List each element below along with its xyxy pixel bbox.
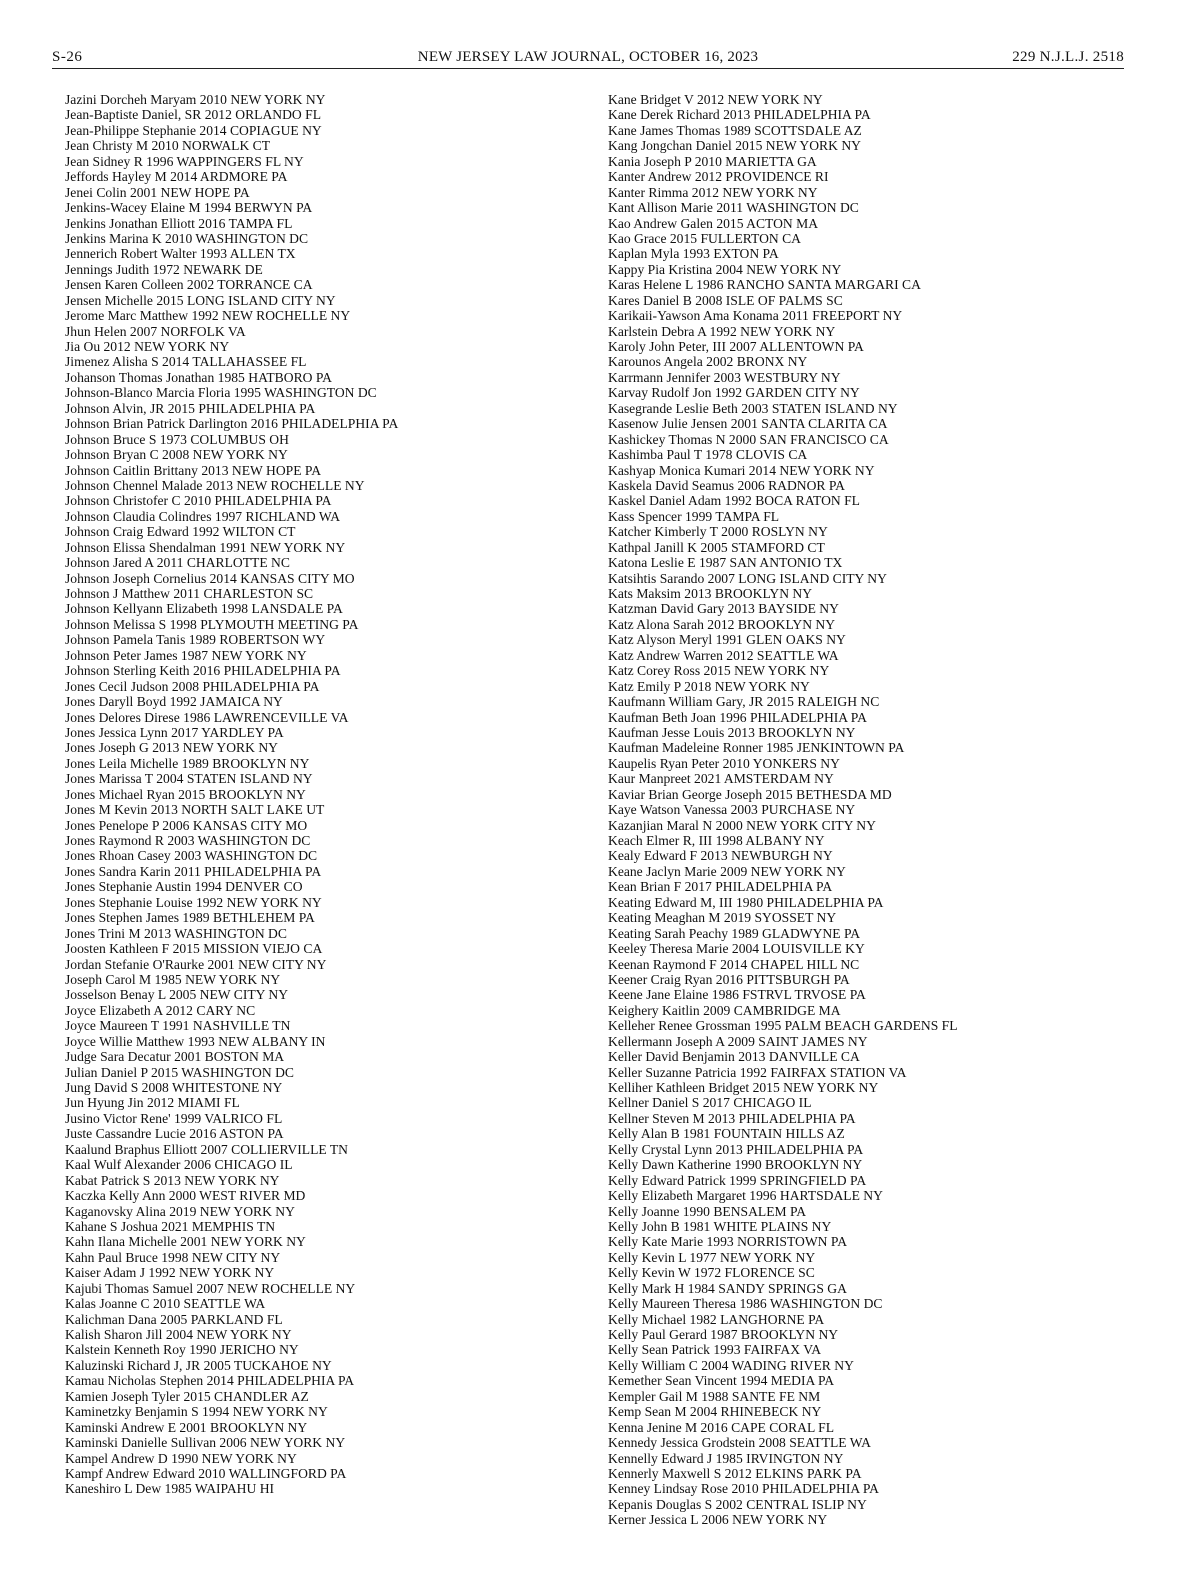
directory-entry: Jones Penelope P 2006 KANSAS CITY MO <box>65 817 308 833</box>
directory-entry: Kamau Nicholas Stephen 2014 PHILADELPHIA PA <box>65 1373 355 1389</box>
directory-entry: Jennings Judith 1972 NEWARK DE <box>65 261 263 277</box>
directory-entry: Kaskela David Seamus 2006 RADNOR PA <box>608 477 846 493</box>
directory-entry: Kant Allison Marie 2011 WASHINGTON DC <box>608 200 859 216</box>
directory-entry: Jung David S 2008 WHITESTONE NY <box>65 1080 283 1095</box>
directory-entry: Kaalund Braphus Elliott 2007 COLLIERVILLE TN <box>65 1141 348 1157</box>
directory-entry: Jenkins Jonathan Elliott 2016 TAMPA FL <box>65 215 293 231</box>
directory-entry: Kahn Ilana Michelle 2001 NEW YORK NY <box>65 1234 306 1250</box>
directory-entry: Jhun Helen 2007 NORFOLK VA <box>65 323 246 339</box>
directory-entry: Kaminski Andrew E 2001 BROOKLYN NY <box>65 1419 308 1435</box>
directory-entry: Johnson Peter James 1987 NEW YORK NY <box>65 647 307 663</box>
directory-entry: Jensen Michelle 2015 LONG ISLAND CITY NY <box>65 292 336 308</box>
directory-entry: Kaufmann William Gary, JR 2015 RALEIGH NC <box>608 694 880 710</box>
directory-entry: Johnson Brian Patrick Darlington 2016 PHILADELPHIA PA <box>65 416 399 432</box>
directory-entry: Katz Emily P 2018 NEW YORK NY <box>608 678 810 694</box>
directory-entry: Kelly Elizabeth Margaret 1996 HARTSDALE NY <box>608 1188 883 1204</box>
directory-entry: Kelly Dawn Katherine 1990 BROOKLYN NY <box>608 1157 863 1173</box>
directory-entry: Kane Derek Richard 2013 PHILADELPHIA PA <box>608 107 871 123</box>
directory-entry: Kealy Edward F 2013 NEWBURGH NY <box>608 848 833 864</box>
directory-entry: Joseph Carol M 1985 NEW YORK NY <box>65 971 281 987</box>
page-label: S-26 <box>52 49 83 65</box>
right-column <box>608 92 1128 1528</box>
directory-entry: Kalstein Kenneth Roy 1990 JERICHO NY <box>65 1342 299 1358</box>
directory-entry: Juste Cassandre Lucie 2016 ASTON PA <box>65 1126 284 1142</box>
directory-entry: Jones Stephen James 1989 BETHLEHEM PA <box>65 910 315 926</box>
directory-entry: Kaskel Daniel Adam 1992 BOCA RATON FL <box>608 493 860 509</box>
directory-entry: Katona Leslie E 1987 SAN ANTONIO TX <box>608 555 843 571</box>
directory-entry: Jones Jessica Lynn 2017 YARDLEY PA <box>65 724 284 740</box>
directory-entry: Kaplan Myla 1993 EXTON PA <box>608 246 779 262</box>
directory-entry: Johnson Pamela Tanis 1989 ROBERTSON WY <box>65 632 326 648</box>
directory-entry: Kelly Mark H 1984 SANDY SPRINGS GA <box>608 1280 847 1296</box>
directory-entry: Kellner Daniel S 2017 CHICAGO IL <box>608 1095 812 1111</box>
directory-entry: Jones M Kevin 2013 NORTH SALT LAKE UT <box>65 802 325 818</box>
directory-entry: Keach Elmer R, III 1998 ALBANY NY <box>608 833 825 848</box>
directory-entry: Kass Spencer 1999 TAMPA FL <box>608 508 780 524</box>
directory-entry: Kane Bridget V 2012 NEW YORK NY <box>608 92 823 107</box>
directory-entry: Kelly Maureen Theresa 1986 WASHINGTON DC <box>608 1296 883 1312</box>
directory-entry: Keeley Theresa Marie 2004 LOUISVILLE KY <box>608 941 865 957</box>
directory-entry: Katsihtis Sarando 2007 LONG ISLAND CITY NY <box>608 570 887 586</box>
directory-entry: Karlstein Debra A 1992 NEW YORK NY <box>608 323 836 339</box>
directory-entry: Katcher Kimberly T 2000 ROSLYN NY <box>608 524 828 540</box>
directory-entry: Joyce Maureen T 1991 NASHVILLE TN <box>65 1018 291 1034</box>
directory-entry: Keating Meaghan M 2019 SYOSSET NY <box>608 910 837 926</box>
directory-entry: Johnson-Blanco Marcia Floria 1995 WASHINGTON DC <box>65 385 377 401</box>
directory-entry: Jones Leila Michelle 1989 BROOKLYN NY <box>65 755 310 771</box>
directory-entry: Kelly Crystal Lynn 2013 PHILADELPHIA PA <box>608 1141 864 1157</box>
directory-entry: Kashyap Monica Kumari 2014 NEW YORK NY <box>608 462 875 478</box>
directory-entry: Kelly Kate Marie 1993 NORRISTOWN PA <box>608 1234 848 1250</box>
directory-entry: Keane Jaclyn Marie 2009 NEW YORK NY <box>608 863 846 879</box>
directory-entry: Kelly Kevin W 1972 FLORENCE SC <box>608 1265 815 1281</box>
directory-entry: Karrmann Jennifer 2003 WESTBURY NY <box>608 369 841 385</box>
directory-entry: Kelly Joanne 1990 BENSALEM PA <box>608 1203 807 1219</box>
directory-entry: Kaal Wulf Alexander 2006 CHICAGO IL <box>65 1157 293 1173</box>
directory-entry: Johnson Craig Edward 1992 WILTON CT <box>65 524 296 540</box>
directory-entry: Keller David Benjamin 2013 DANVILLE CA <box>608 1049 860 1065</box>
directory-entry: Johnson Caitlin Brittany 2013 NEW HOPE PA <box>65 462 322 478</box>
directory-entry: Kaminetzky Benjamin S 1994 NEW YORK NY <box>65 1404 328 1420</box>
directory-entry: Jean-Philippe Stephanie 2014 COPIAGUE NY <box>65 122 322 138</box>
directory-entry: Karas Helene L 1986 RANCHO SANTA MARGARI CA <box>608 277 921 293</box>
directory-entry: Kaufman Madeleine Ronner 1985 JENKINTOWN PA <box>608 740 905 756</box>
directory-entry: Kelly Kevin L 1977 NEW YORK NY <box>608 1249 816 1265</box>
directory-entry: Johnson Melissa S 1998 PLYMOUTH MEETING PA <box>65 616 359 632</box>
directory-entry: Kaiser Adam J 1992 NEW YORK NY <box>65 1265 275 1281</box>
directory-entry: Johnson Christofer C 2010 PHILADELPHIA PA <box>65 493 332 509</box>
directory-entry: Jazini Dorcheh Maryam 2010 NEW YORK NY <box>65 92 326 107</box>
directory-entry: Kennedy Jessica Grodstein 2008 SEATTLE WA <box>608 1435 871 1451</box>
directory-entry: Jones Rhoan Casey 2003 WASHINGTON DC <box>65 848 318 864</box>
directory-entry: Johnson Kellyann Elizabeth 1998 LANSDALE PA <box>65 601 343 617</box>
directory-entry: Kempler Gail M 1988 SANTE FE NM <box>608 1388 821 1404</box>
directory-entry: Jones Trini M 2013 WASHINGTON DC <box>65 925 287 941</box>
directory-entry: Kelly Alan B 1981 FOUNTAIN HILLS AZ <box>608 1126 845 1142</box>
directory-entry: Joyce Elizabeth A 2012 CARY NC <box>65 1002 256 1018</box>
directory-entry: Kennerly Maxwell S 2012 ELKINS PARK PA <box>608 1465 862 1481</box>
directory-entry: Johnson Jared A 2011 CHARLOTTE NC <box>65 555 290 571</box>
directory-entry: Jeffords Hayley M 2014 ARDMORE PA <box>65 169 288 185</box>
directory-entry: Kane James Thomas 1989 SCOTTSDALE AZ <box>608 122 862 138</box>
directory-entry: Kashimba Paul T 1978 CLOVIS CA <box>608 447 808 463</box>
directory-entry: Kashickey Thomas N 2000 SAN FRANCISCO CA <box>608 431 889 447</box>
directory-entry: Jean Christy M 2010 NORWALK CT <box>65 138 271 154</box>
directory-entry: Keenan Raymond F 2014 CHAPEL HILL NC <box>608 956 860 972</box>
directory-entry: Jones Sandra Karin 2011 PHILADELPHIA PA <box>65 863 322 879</box>
directory-entry: Kellner Steven M 2013 PHILADELPHIA PA <box>608 1110 856 1126</box>
directory-entry: Johnson Bruce S 1973 COLUMBUS OH <box>65 431 289 447</box>
directory-entry: Kaneshiro L Dew 1985 WAIPAHU HI <box>65 1481 275 1497</box>
directory-entry: Kellermann Joseph A 2009 SAINT JAMES NY <box>608 1033 868 1049</box>
directory-entry: Katzman David Gary 2013 BAYSIDE NY <box>608 601 839 617</box>
directory-entry: Kaur Manpreet 2021 AMSTERDAM NY <box>608 771 834 787</box>
directory-entry: Jones Daryll Boyd 1992 JAMAICA NY <box>65 694 283 710</box>
directory-entry: Kaye Watson Vanessa 2003 PURCHASE NY <box>608 802 856 818</box>
directory-entry: Kenna Jenine M 2016 CAPE CORAL FL <box>608 1419 835 1435</box>
directory-entry: Kasegrande Leslie Beth 2003 STATEN ISLAND NY <box>608 400 898 416</box>
directory-entry: Kampf Andrew Edward 2010 WALLINGFORD PA <box>65 1465 347 1481</box>
directory-entry: Kania Joseph P 2010 MARIETTA GA <box>608 153 817 169</box>
directory-entry: Jean Sidney R 1996 WAPPINGERS FL NY <box>65 153 304 169</box>
directory-entry: Johnson Chennel Malade 2013 NEW ROCHELLE NY <box>65 477 365 493</box>
directory-entry: Johanson Thomas Jonathan 1985 HATBORO PA <box>65 369 332 385</box>
directory-entry: Katz Andrew Warren 2012 SEATTLE WA <box>608 647 839 663</box>
directory-entry: Keene Jane Elaine 1986 FSTRVL TRVOSE PA <box>608 987 866 1003</box>
directory-entry: Jones Stephanie Austin 1994 DENVER CO <box>65 879 303 895</box>
directory-entry: Katz Corey Ross 2015 NEW YORK NY <box>608 663 830 679</box>
directory-entry: Joosten Kathleen F 2015 MISSION VIEJO CA <box>65 941 323 957</box>
directory-entry: Kelly William C 2004 WADING RIVER NY <box>608 1357 854 1373</box>
directory-entry: Kang Jongchan Daniel 2015 NEW YORK NY <box>608 138 861 154</box>
directory-entry: Jia Ou 2012 NEW YORK NY <box>65 339 230 354</box>
directory-entry: Keating Sarah Peachy 1989 GLADWYNE PA <box>608 925 861 941</box>
directory-entry: Kao Andrew Galen 2015 ACTON MA <box>608 215 819 231</box>
directory-entry: Johnson Claudia Colindres 1997 RICHLAND WA <box>65 508 341 524</box>
directory-entry: Jimenez Alisha S 2014 TALLAHASSEE FL <box>65 354 307 370</box>
directory-entry: Kaufman Jesse Louis 2013 BROOKLYN NY <box>608 724 856 740</box>
directory-entry: Kennelly Edward J 1985 IRVINGTON NY <box>608 1450 844 1466</box>
directory-entry: Kanter Andrew 2012 PROVIDENCE RI <box>608 169 829 185</box>
publication-title: NEW JERSEY LAW JOURNAL, OCTOBER 16, 2023 <box>417 49 759 65</box>
directory-entry: Kaczka Kelly Ann 2000 WEST RIVER MD <box>65 1188 306 1204</box>
directory-entry: Keener Craig Ryan 2016 PITTSBURGH PA <box>608 971 850 987</box>
directory-entry: Kathpal Janill K 2005 STAMFORD CT <box>608 539 825 555</box>
directory-entry: Kaupelis Ryan Peter 2010 YONKERS NY <box>608 755 840 771</box>
directory-entry: Kampel Andrew D 1990 NEW YORK NY <box>65 1450 297 1466</box>
directory-entry: Jean-Baptiste Daniel, SR 2012 ORLANDO FL <box>65 107 321 123</box>
directory-entry: Jusino Victor Rene' 1999 VALRICO FL <box>65 1110 283 1126</box>
directory-entry: Kares Daniel B 2008 ISLE OF PALMS SC <box>608 292 843 308</box>
directory-entry: Kepanis Douglas S 2002 CENTRAL ISLIP NY <box>608 1496 867 1512</box>
directory-entry: Kelliher Kathleen Bridget 2015 NEW YORK NY <box>608 1080 879 1095</box>
directory-entry: Kelly Sean Patrick 1993 FAIRFAX VA <box>608 1342 822 1358</box>
directory-entry: Jones Marissa T 2004 STATEN ISLAND NY <box>65 771 313 787</box>
directory-entry: Katz Alyson Meryl 1991 GLEN OAKS NY <box>608 632 846 648</box>
directory-entry: Keller Suzanne Patricia 1992 FAIRFAX STATION VA <box>608 1064 907 1080</box>
directory-entry: Jordan Stefanie O'Raurke 2001 NEW CITY NY <box>65 956 327 972</box>
directory-entry: Kean Brian F 2017 PHILADELPHIA PA <box>608 879 833 895</box>
directory-entry: Johnson Joseph Cornelius 2014 KANSAS CITY MO <box>65 570 355 586</box>
directory-entry: Jenkins-Wacey Elaine M 1994 BERWYN PA <box>65 200 313 216</box>
directory-entry: Jones Cecil Judson 2008 PHILADELPHIA PA <box>65 678 320 694</box>
directory-entry: Jones Stephanie Louise 1992 NEW YORK NY <box>65 894 322 910</box>
directory-entry: Kemp Sean M 2004 RHINEBECK NY <box>608 1404 822 1420</box>
directory-entry: Keighery Kaitlin 2009 CAMBRIDGE MA <box>608 1002 841 1018</box>
directory-entry: Kaminski Danielle Sullivan 2006 NEW YORK NY <box>65 1435 346 1451</box>
directory-entry: Kamien Joseph Tyler 2015 CHANDLER AZ <box>65 1388 309 1404</box>
directory-entry: Kasenow Julie Jensen 2001 SANTA CLARITA CA <box>608 416 888 432</box>
directory-entry: Jensen Karen Colleen 2002 TORRANCE CA <box>65 277 313 293</box>
directory-entry: Keating Edward M, III 1980 PHILADELPHIA PA <box>608 894 884 910</box>
directory-entry: Jones Michael Ryan 2015 BROOKLYN NY <box>65 786 306 802</box>
directory-entry: Kalas Joanne C 2010 SEATTLE WA <box>65 1296 266 1312</box>
directory-entry: Kelly Edward Patrick 1999 SPRINGFIELD PA <box>608 1172 867 1188</box>
directory-entry: Kalichman Dana 2005 PARKLAND FL <box>65 1311 283 1327</box>
directory-entry: Julian Daniel P 2015 WASHINGTON DC <box>65 1064 294 1080</box>
directory-entry: Kanter Rimma 2012 NEW YORK NY <box>608 184 818 200</box>
directory-entry: Kemether Sean Vincent 1994 MEDIA PA <box>608 1373 835 1389</box>
directory-entry: Kappy Pia Kristina 2004 NEW YORK NY <box>608 261 842 277</box>
directory-entry: Kajubi Thomas Samuel 2007 NEW ROCHELLE NY <box>65 1280 356 1296</box>
directory-entry: Jones Delores Direse 1986 LAWRENCEVILLE VA <box>65 709 349 725</box>
directory-entry: Kerner Jessica L 2006 NEW YORK NY <box>608 1512 828 1528</box>
directory-entry: Kaganovsky Alina 2019 NEW YORK NY <box>65 1203 295 1219</box>
directory-entry: Kazanjian Maral N 2000 NEW YORK CITY NY <box>608 817 876 833</box>
directory-entry: Karounos Angela 2002 BRONX NY <box>608 354 808 370</box>
directory-entry: Karvay Rudolf Jon 1992 GARDEN CITY NY <box>608 385 860 401</box>
directory-entry: Jun Hyung Jin 2012 MIAMI FL <box>65 1095 240 1111</box>
directory-entry: Karikaii-Yawson Ama Konama 2011 FREEPORT NY <box>608 308 903 324</box>
directory-entry: Kao Grace 2015 FULLERTON CA <box>608 230 801 246</box>
directory-entry: Johnson Elissa Shendalman 1991 NEW YORK NY <box>65 539 346 555</box>
directory-entry: Kaufman Beth Joan 1996 PHILADELPHIA PA <box>608 709 867 725</box>
directory-entry: Kalish Sharon Jill 2004 NEW YORK NY <box>65 1327 292 1342</box>
page-header <box>52 49 1124 69</box>
directory-entry: Jenei Colin 2001 NEW HOPE PA <box>65 184 250 200</box>
directory-entry: Kelly Paul Gerard 1987 BROOKLYN NY <box>608 1327 839 1342</box>
directory-entry: Johnson Bryan C 2008 NEW YORK NY <box>65 447 288 463</box>
citation: 229 N.J.L.J. 2518 <box>1012 49 1124 65</box>
directory-entry: Kelly Michael 1982 LANGHORNE PA <box>608 1311 825 1327</box>
directory-entry: Judge Sara Decatur 2001 BOSTON MA <box>65 1049 285 1065</box>
directory-entry: Kelly John B 1981 WHITE PLAINS NY <box>608 1218 832 1234</box>
directory-entry: Johnson Alvin, JR 2015 PHILADELPHIA PA <box>65 400 316 416</box>
left-column <box>65 92 535 1497</box>
directory-entry: Jenkins Marina K 2010 WASHINGTON DC <box>65 230 309 246</box>
directory-entry: Kats Maksim 2013 BROOKLYN NY <box>608 586 813 601</box>
directory-entry: Joyce Willie Matthew 1993 NEW ALBANY IN <box>65 1033 326 1049</box>
directory-entry: Kelleher Renee Grossman 1995 PALM BEACH GARDENS FL <box>608 1018 958 1034</box>
directory-entry: Kaviar Brian George Joseph 2015 BETHESDA MD <box>608 786 892 802</box>
directory-entry: Jerome Marc Matthew 1992 NEW ROCHELLE NY <box>65 308 351 324</box>
directory-entry: Kahane S Joshua 2021 MEMPHIS TN <box>65 1218 276 1234</box>
directory-entry: Johnson J Matthew 2011 CHARLESTON SC <box>65 586 314 601</box>
directory-entry: Karoly John Peter, III 2007 ALLENTOWN PA <box>608 339 864 354</box>
directory-entry: Jennerich Robert Walter 1993 ALLEN TX <box>65 246 296 262</box>
directory-entry: Josselson Benay L 2005 NEW CITY NY <box>65 987 289 1003</box>
directory-entry: Katz Alona Sarah 2012 BROOKLYN NY <box>608 616 836 632</box>
directory-entry: Kabat Patrick S 2013 NEW YORK NY <box>65 1172 280 1188</box>
directory-entry: Kenney Lindsay Rose 2010 PHILADELPHIA PA <box>608 1481 879 1497</box>
directory-entry: Jones Joseph G 2013 NEW YORK NY <box>65 740 278 756</box>
directory-entry: Johnson Sterling Keith 2016 PHILADELPHIA PA <box>65 663 341 679</box>
directory-entry: Kaluzinski Richard J, JR 2005 TUCKAHOE NY <box>65 1357 332 1373</box>
directory-entry: Jones Raymond R 2003 WASHINGTON DC <box>65 833 311 848</box>
directory-entry: Kahn Paul Bruce 1998 NEW CITY NY <box>65 1249 281 1265</box>
